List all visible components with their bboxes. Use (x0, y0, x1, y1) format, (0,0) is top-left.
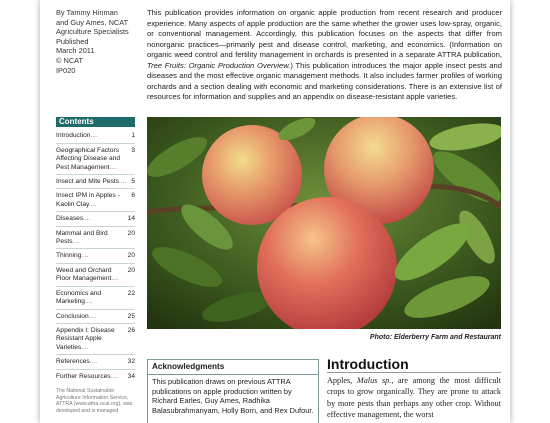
toc-page-number: 22 (127, 289, 135, 297)
toc-item[interactable] (56, 227, 135, 250)
toc-item[interactable] (56, 287, 135, 310)
toc-item[interactable] (56, 144, 135, 175)
author-line: By Tammy Hinman (56, 8, 118, 17)
toc-title: Economics and Marketing (56, 289, 102, 306)
toc-leader-dots: .... (88, 200, 97, 208)
toc-page-number: 14 (127, 215, 135, 223)
toc-item[interactable] (56, 310, 135, 324)
toc-leader-dots: .... (88, 312, 96, 320)
summary-italic-title: Tree Fruits: Organic Production Overview. (147, 60, 291, 70)
publisher-note: The National Sustainable Agriculture Information Service, ATTRA (www.attra.ncat.org), was developed and is managed (56, 388, 133, 414)
author-meta (56, 8, 136, 75)
toc-title: Insect IPM in Apples - Kaolin Clay (56, 192, 120, 208)
toc-page-number: 6 (131, 192, 135, 200)
table-of-contents (56, 117, 135, 383)
toc-leader-dots: .... (110, 372, 118, 380)
toc-leader-dots: .... (90, 132, 98, 140)
toc-leader-dots: .... (109, 163, 117, 171)
toc-page-number: 20 (127, 266, 135, 274)
author-role: Agriculture Specialists (56, 27, 129, 37)
toc-page-number: 1 (131, 132, 135, 140)
copyright: © NCAT (56, 55, 84, 65)
toc-page-number: 20 (127, 229, 135, 237)
photo-credit: Photo: Elderberry Farm and Restaurant (369, 334, 501, 341)
toc-page-number: 20 (127, 252, 135, 260)
author-line: and Guy Ames, NCAT (56, 17, 129, 27)
toc-title: Introduction (56, 132, 91, 140)
toc-page-number: 5 (131, 178, 135, 186)
intro-species: Malus sp. (356, 376, 392, 385)
toc-item[interactable] (56, 370, 135, 383)
toc-leader-dots: .... (81, 252, 89, 260)
acknowledgments-title: Acknowledgments (148, 360, 318, 375)
toc-page-number: 3 (131, 146, 135, 154)
toc-item[interactable] (56, 212, 135, 226)
acknowledgments-body: This publication draws on previous ATTRA publications on apple production written by Richard Earles, Guy Ames, Radhika Balasubrahmanyam, Holly Born, and Rex Dufour. (152, 377, 314, 415)
toc-leader-dots: .... (72, 238, 80, 246)
introduction-divider (327, 372, 501, 373)
toc-item[interactable] (56, 355, 135, 369)
apple-photo (147, 117, 501, 329)
contents-heading: Contents (56, 117, 135, 127)
toc-page-number: 34 (127, 372, 135, 380)
toc-title: Weed and Orchard Floor Management (56, 266, 112, 283)
document-page (40, 0, 510, 423)
toc-title: Appendix I: Disease Resistant Apple Varieties (56, 326, 115, 351)
summary-paragraph (147, 8, 502, 103)
toc-title: Insect and Mite Pests (56, 178, 120, 186)
toc-item[interactable] (56, 189, 135, 212)
toc-leader-dots: .... (83, 215, 91, 223)
toc-leader-dots: .... (111, 275, 119, 283)
toc-title: Diseases (56, 215, 84, 223)
toc-title: References (56, 358, 90, 366)
apples-on-branch-image (147, 117, 501, 329)
intro-lead: Apples, (327, 376, 357, 385)
acknowledgments-box (147, 359, 319, 423)
published-date: March 2011 (56, 46, 95, 56)
toc-list (56, 129, 135, 383)
toc-page-number: 32 (127, 358, 135, 366)
toc-item[interactable] (56, 175, 135, 189)
toc-item[interactable] (56, 249, 135, 263)
toc-page-number: 26 (127, 326, 135, 334)
summary-text-2: ) This publication introduces the major apple insect pests and diseases and the most effective organic management methods. It also includes farmer profiles of working orchards and a section dealing with economic and marketing considerations. There is an extensive list of resources for information and supplies and an appendix on disease-resistant apple varieties. (147, 60, 502, 101)
publication-id: IP020 (56, 65, 76, 75)
toc-leader-dots: .... (81, 343, 89, 351)
toc-title: Further Resources (56, 372, 111, 380)
toc-leader-dots: .... (119, 178, 127, 186)
toc-item[interactable] (56, 129, 135, 143)
introduction-heading: Introduction (327, 356, 409, 372)
toc-title: Mammal and Bird Pests (56, 229, 108, 246)
toc-title: Conclusion (56, 312, 89, 320)
summary-text-1: This publication provides information on organic apple production from recent research and producer experience. Many aspects of apple production are the same whether the grower uses low-spray, organic, or conventional management. Accordingly, this publication focuses on the aspects that differ from nonorganic practices—primarily pest and disease control, marketing, and economics. (Information on organic weed control and fertility management in orchards is presented in a separate ATTRA publication, (147, 8, 502, 59)
toc-item[interactable] (56, 264, 135, 287)
toc-title: Geographical Factors Affecting Disease and Pest Management (56, 146, 121, 171)
toc-item[interactable] (56, 324, 135, 355)
toc-page-number: 25 (127, 312, 135, 320)
toc-leader-dots: .... (84, 298, 93, 306)
toc-title: Thinning (56, 252, 82, 260)
intro-rest: , are among the most difficult crops to grow organically. They are prone to attack by more pests than perhaps any other crop. Without effective management, the worst (327, 376, 501, 420)
toc-leader-dots: .... (89, 358, 98, 366)
published-label: Published (56, 36, 89, 46)
introduction-text (327, 375, 501, 421)
